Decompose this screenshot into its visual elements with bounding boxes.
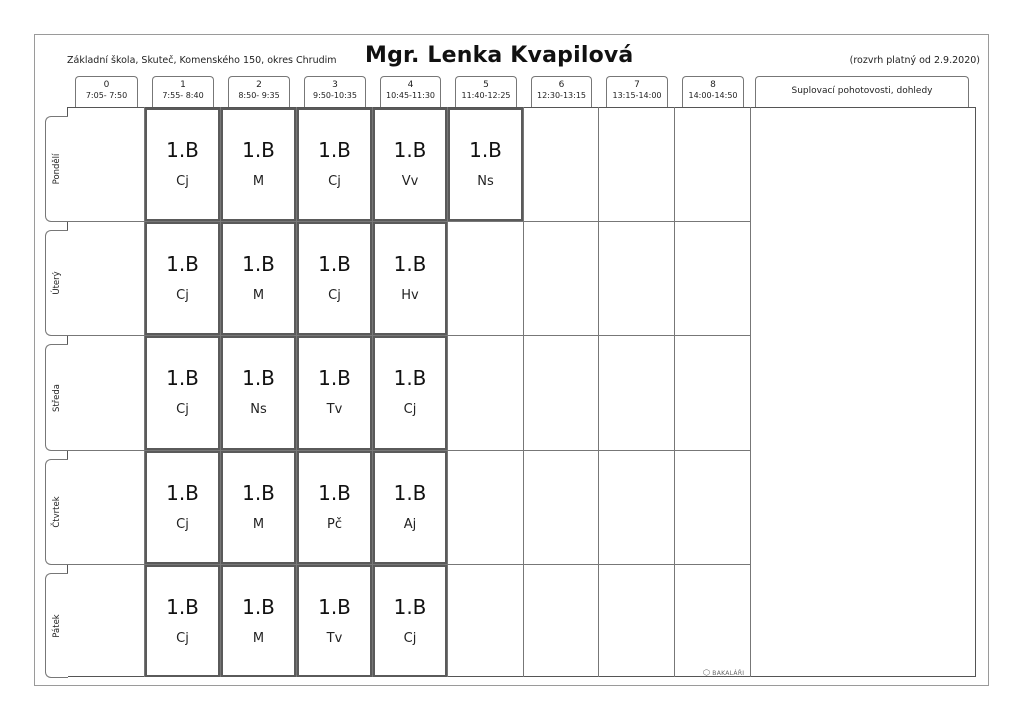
day-name: Pondělí [52, 153, 62, 185]
period-header-8 [682, 76, 744, 107]
day-label-1 [45, 230, 68, 336]
lesson-cell [221, 222, 296, 335]
lesson-class: 1.B [318, 138, 351, 162]
lesson-cell [221, 565, 296, 677]
lesson-cell [448, 108, 523, 221]
lesson-cell [297, 336, 372, 450]
lesson-class: 1.B [242, 481, 275, 505]
day-label-0 [45, 116, 68, 222]
lesson-class: 1.B [242, 595, 275, 619]
grid-vline [674, 107, 675, 677]
lesson-class: 1.B [469, 138, 502, 162]
lesson-cell [221, 336, 296, 450]
period-number: 3 [332, 80, 338, 90]
period-number: 0 [103, 80, 110, 90]
period-header-7 [606, 76, 668, 107]
lesson-cell [297, 451, 372, 564]
period-time: 9:50-10:35 [313, 91, 357, 100]
lesson-class: 1.B [166, 366, 199, 390]
lesson-subject: Ns [477, 174, 494, 189]
lesson-cell [145, 108, 220, 221]
lesson-cell [373, 336, 447, 450]
lesson-class: 1.B [166, 595, 199, 619]
lesson-subject: Cj [403, 402, 417, 417]
lesson-class: 1.B [318, 252, 351, 276]
lesson-subject: M [252, 517, 265, 532]
period-header-3 [304, 76, 366, 107]
lesson-class: 1.B [393, 595, 427, 619]
period-time: 7:05- 7:50 [85, 91, 128, 100]
day-label-3 [45, 459, 68, 565]
lesson-subject: Aj [403, 517, 417, 532]
period-header-1 [152, 76, 214, 107]
lesson-cell [221, 451, 296, 564]
lesson-subject: M [252, 631, 265, 646]
lesson-subject: Cj [403, 631, 417, 646]
period-number: 7 [634, 80, 640, 90]
period-number: 8 [710, 80, 716, 90]
lesson-subject: Hv [401, 288, 419, 303]
lesson-cell [373, 222, 447, 335]
period-time: 11:40-12:25 [461, 91, 511, 100]
supl-header [755, 76, 969, 107]
day-label-4 [45, 573, 68, 678]
lesson-class: 1.B [393, 138, 427, 162]
period-time: 7:55- 8:40 [162, 91, 204, 100]
lesson-cell [145, 222, 220, 335]
lesson-subject: Cj [328, 174, 341, 189]
grid-vline [750, 107, 751, 677]
period-header-4 [380, 76, 441, 107]
lesson-subject: M [252, 174, 265, 189]
lesson-cell [145, 451, 220, 564]
lesson-class: 1.B [242, 252, 275, 276]
day-label-2 [45, 344, 68, 451]
period-header-6 [531, 76, 592, 107]
lesson-subject: Cj [176, 402, 189, 417]
period-number: 6 [558, 80, 565, 90]
bakalari-logo-icon: ⬡ [703, 668, 711, 677]
lesson-subject: Ns [250, 402, 267, 417]
lesson-subject: Cj [176, 174, 189, 189]
lesson-class: 1.B [166, 252, 199, 276]
day-name: Čtvrtek [52, 496, 62, 528]
period-number: 4 [407, 80, 414, 90]
period-time: 8:50- 9:35 [238, 91, 280, 100]
logo-text: BAKALÁŘI [712, 670, 745, 677]
lesson-class: 1.B [166, 481, 199, 505]
period-number: 5 [483, 80, 489, 90]
lesson-cell [297, 222, 372, 335]
validity-note: (rozvrh platný od 2.9.2020) [849, 55, 980, 66]
period-time: 10:45-11:30 [386, 91, 435, 100]
grid-vline [523, 107, 524, 677]
lesson-cell [373, 451, 447, 564]
lesson-class: 1.B [318, 366, 351, 390]
day-name: Úterý [52, 271, 62, 295]
lesson-subject: Cj [176, 288, 189, 303]
lesson-class: 1.B [393, 252, 427, 276]
lesson-subject: Tv [326, 402, 343, 417]
lesson-class: 1.B [393, 481, 427, 505]
lesson-class: 1.B [393, 366, 427, 390]
lesson-cell [145, 565, 220, 677]
lesson-subject: Pč [327, 517, 342, 532]
period-time: 13:15-14:00 [612, 91, 662, 100]
lesson-subject: Cj [176, 631, 189, 646]
lesson-cell [145, 336, 220, 450]
supl-header-label: Suplovací pohotovosti, dohledy [791, 86, 933, 96]
period-header-2 [228, 76, 290, 107]
lesson-cell [373, 108, 447, 221]
lesson-class: 1.B [166, 138, 199, 162]
period-time: 12:30-13:15 [537, 91, 586, 100]
period-number: 2 [256, 80, 262, 90]
lesson-class: 1.B [318, 481, 351, 505]
period-time: 14:00-14:50 [688, 91, 738, 100]
school-name: Základní škola, Skuteč, Komenského 150, okres Chrudim [67, 55, 337, 66]
lesson-subject: Tv [326, 631, 343, 646]
day-name: Pátek [52, 613, 62, 638]
lesson-class: 1.B [242, 138, 275, 162]
period-header-0 [75, 76, 138, 107]
lesson-subject: Vv [401, 174, 419, 189]
teacher-name: Mgr. Lenka Kvapilová [365, 43, 634, 68]
lesson-cell [373, 565, 447, 677]
grid-vline [598, 107, 599, 677]
lesson-class: 1.B [318, 595, 351, 619]
lesson-subject: Cj [328, 288, 341, 303]
lesson-cell [297, 565, 372, 677]
day-name: Středa [52, 383, 62, 412]
period-header-5 [455, 76, 517, 107]
lesson-class: 1.B [242, 366, 275, 390]
lesson-cell [297, 108, 372, 221]
bakalari-logo [703, 668, 744, 677]
period-number: 1 [180, 80, 186, 90]
lesson-cell [221, 108, 296, 221]
lesson-subject: Cj [176, 517, 189, 532]
lesson-subject: M [252, 288, 265, 303]
